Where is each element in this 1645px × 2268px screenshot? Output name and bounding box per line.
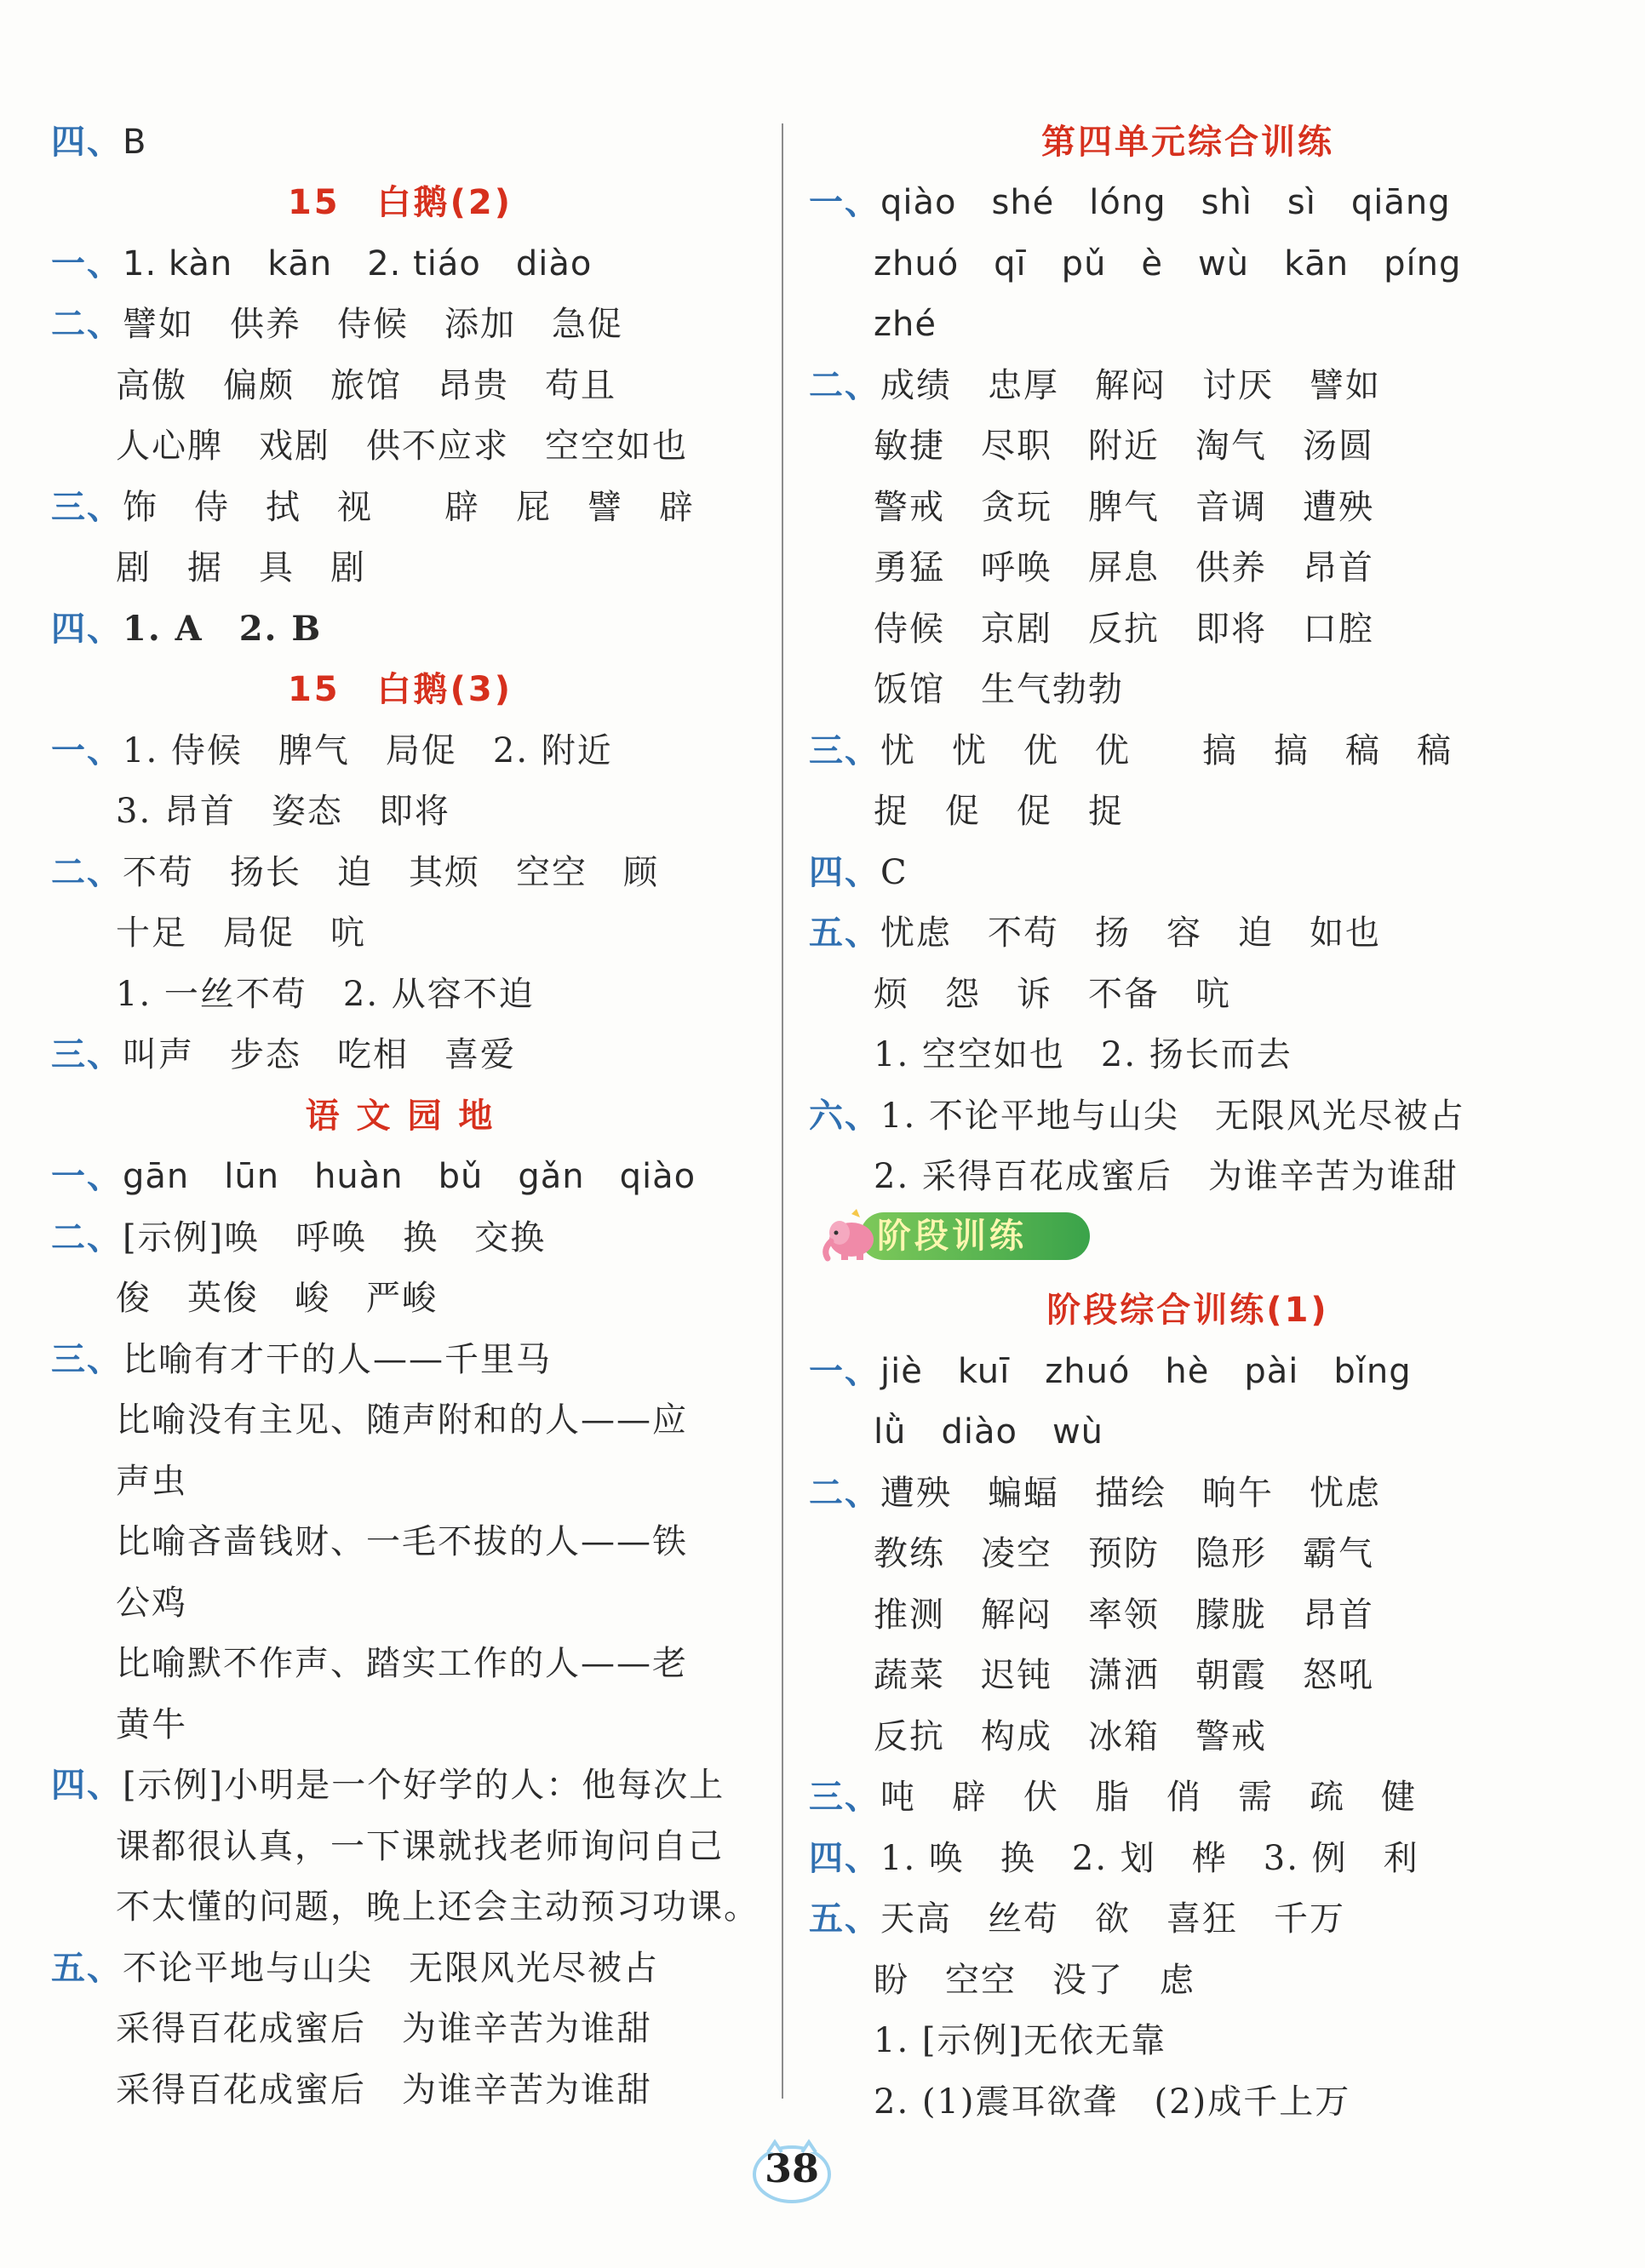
answer-line [809,1889,1567,1949]
answer-text: 成绩 忠厚 解闷 讨厌 譬如 [880,366,1381,405]
answer-line [51,112,749,172]
answer-text: 天高 丝苟 欲 喜狂 千万 [880,1899,1345,1939]
answer-line [809,843,1567,902]
section-marker: 二、 [51,853,123,892]
answer-line [809,903,1567,963]
section-marker: 六、 [809,1097,880,1136]
answer-line: 采得百花成蜜后 为谁辛苦为谁甜 [116,2070,652,2110]
answer-line: 捉 促 促 捉 [874,792,1124,831]
answer-text: 1. 唤 换 2. 划 桦 3. 例 利 [880,1839,1419,1878]
answer-line [809,1767,1567,1827]
answer-text: 忧虑 不苟 扬 容 迫 如也 [880,914,1381,953]
stage-training-banner [817,1207,1098,1263]
section-marker: 一、 [51,1157,123,1196]
answer-text: 1. 不论平地与山尖 无限风光尽被占 [880,1097,1465,1136]
answer-line: 不太懂的问题，晚上还会主动预习功课。 [116,1887,759,1927]
answer-text: 吨 辟 伏 脂 俏 需 疏 健 [880,1778,1417,1817]
answer-line: 高傲 偏颇 旅馆 昂贵 苟且 [116,366,616,405]
section-marker: 四、 [809,853,880,892]
page-number: 38 [764,2145,819,2191]
answer-text: 饰 侍 拭 视 辟 屁 譬 辟 [123,488,695,527]
answer-text: 遭殃 蝙蝠 描绘 晌午 忧虑 [880,1474,1381,1513]
answer-text: gān lūn huàn bǔ gǎn qiào [123,1157,696,1196]
answer-line [51,1208,749,1268]
section-marker: 五、 [51,1949,123,1988]
section-marker: 三、 [51,1340,123,1379]
answer-line [809,721,1567,781]
answer-line [51,1330,749,1389]
section-marker: 二、 [809,1474,880,1513]
answer-line [51,1147,749,1206]
answer-line [809,1086,1567,1146]
section-title: 语 文 园 地 [305,1097,496,1136]
section-marker: 三、 [51,488,123,527]
answer-line: 十足 局促 吭 [116,914,366,953]
lesson-title: 15 白鹅(2) [287,183,513,222]
answer-line: 剧 据 具 剧 [116,548,366,587]
column-divider [782,123,783,2099]
answer-line [51,478,749,537]
answer-line: 敏捷 尽职 附近 淘气 汤圆 [874,427,1374,466]
answer-line [809,1463,1567,1523]
answer-line: 侍候 京剧 反抗 即将 口腔 [874,610,1374,649]
answer-line: 比喻默不作声、踏实工作的人——老 [116,1644,688,1683]
banner-label: 阶段训练 [877,1217,1027,1256]
section-marker: 四、 [51,123,123,162]
answer-line [51,1755,749,1815]
answer-line [809,1829,1567,1888]
answer-line [51,721,749,781]
section-marker: 四、 [51,1766,123,1805]
answer-line: 饭馆 生气勃勃 [874,670,1124,709]
answer-line: 教练 凌空 预防 隐形 霸气 [874,1534,1374,1573]
answer-line: 3. 昂首 姿态 即将 [116,792,450,831]
section-marker: 二、 [809,366,880,405]
answer-line: 盼 空空 没了 虑 [874,1961,1195,2000]
section-marker: 四、 [51,610,123,649]
answer-text: 1. kàn kān 2. tiáo diào [123,244,593,284]
section-marker: 三、 [809,731,880,770]
section-marker: 四、 [809,1839,880,1878]
section-marker: 一、 [809,1352,880,1391]
answer-text: 比喻有才干的人——千里马 [123,1340,552,1379]
answer-line: zhé [874,305,937,344]
answer-line [51,1025,749,1085]
section-marker: 一、 [51,244,123,284]
section-marker: 一、 [51,731,123,770]
answer-line [51,234,749,294]
answer-line: 1. 空空如也 2. 扬长而去 [874,1035,1292,1074]
stage-test-title: 阶段综合训练(1) [1046,1291,1329,1330]
answer-line [809,173,1567,232]
section-marker: 一、 [809,183,880,222]
answer-text: 1. A 2. B [123,609,323,649]
answer-line [51,295,749,354]
answer-line [809,1342,1567,1401]
answer-text: B [123,123,147,162]
answer-line: 采得百花成蜜后 为谁辛苦为谁甜 [116,2009,652,2048]
answer-line: 2. (1)震耳欲聋 (2)成千上万 [874,2082,1351,2122]
answer-text: 忧 忧 优 优 搞 搞 稿 稿 [880,731,1453,770]
answer-text: jiè kuī zhuó hè pài bǐng [880,1352,1412,1391]
answer-line: 勇猛 呼唤 屏息 供养 昂首 [874,548,1374,587]
answer-line: 烦 怨 诉 不备 吭 [874,975,1231,1014]
answer-line: 1. 一丝不苟 2. 从容不迫 [116,975,535,1014]
answer-line: 俊 英俊 峻 严峻 [116,1279,438,1318]
section-marker: 五、 [809,914,880,953]
answer-line: 推测 解闷 率领 朦胧 昂首 [874,1595,1374,1635]
page-number-badge [749,2135,834,2205]
answer-line [51,599,749,659]
answer-text: 譬如 供养 侍候 添加 急促 [123,305,623,344]
unit-title: 第四单元综合训练 [1041,123,1334,162]
answer-text: [示例]小明是一个好学的人：他每次上 [123,1766,725,1805]
answer-line: 反抗 构成 冰箱 警戒 [874,1717,1267,1756]
elephant-icon [817,1207,886,1263]
section-marker: 三、 [51,1035,123,1074]
section-marker: 三、 [809,1778,880,1817]
answer-line [809,356,1567,415]
section-marker: 二、 [51,305,123,344]
answer-line: 蔬菜 迟钝 潇洒 朝霞 怒吼 [874,1656,1374,1695]
answer-text: C [880,853,908,892]
lesson-title: 15 白鹅(3) [287,670,513,709]
answer-line: 1. [示例]无依无靠 [874,2021,1167,2060]
answer-line [51,1939,749,1998]
answer-line: 人心脾 戏剧 供不应求 空空如也 [116,427,688,466]
answer-line: 比喻没有主见、随声附和的人——应 [116,1400,688,1440]
answer-line: 黄牛 [116,1705,187,1744]
answer-line: 警戒 贪玩 脾气 音调 遭殃 [874,488,1374,527]
answer-line: 2. 采得百花成蜜后 为谁辛苦为谁甜 [874,1157,1459,1196]
answer-text: [示例]唤 呼唤 换 交换 [123,1218,547,1257]
answer-line: 公鸡 [116,1584,187,1623]
answer-text: 不苟 扬长 迫 其烦 空空 顾 [123,853,659,892]
answer-line: 比喻吝啬钱财、一毛不拔的人——铁 [116,1522,688,1561]
answer-text: qiào shé lóng shì sì qiāng [880,183,1451,222]
answer-line: 课都很认真，一下课就找老师询问自己 [116,1827,724,1866]
section-marker: 二、 [51,1218,123,1257]
answer-line: zhuó qī pǔ è wù kān píng [874,244,1462,284]
answer-text: 不论平地与山尖 无限风光尽被占 [123,1949,659,1988]
section-marker: 五、 [809,1899,880,1939]
answer-line [51,843,749,902]
answer-line: lǜ diào wù [874,1412,1104,1452]
answer-text: 1. 侍候 脾气 局促 2. 附近 [123,731,613,770]
answer-line: 声虫 [116,1462,187,1501]
answer-text: 叫声 步态 吃相 喜爱 [123,1035,516,1074]
